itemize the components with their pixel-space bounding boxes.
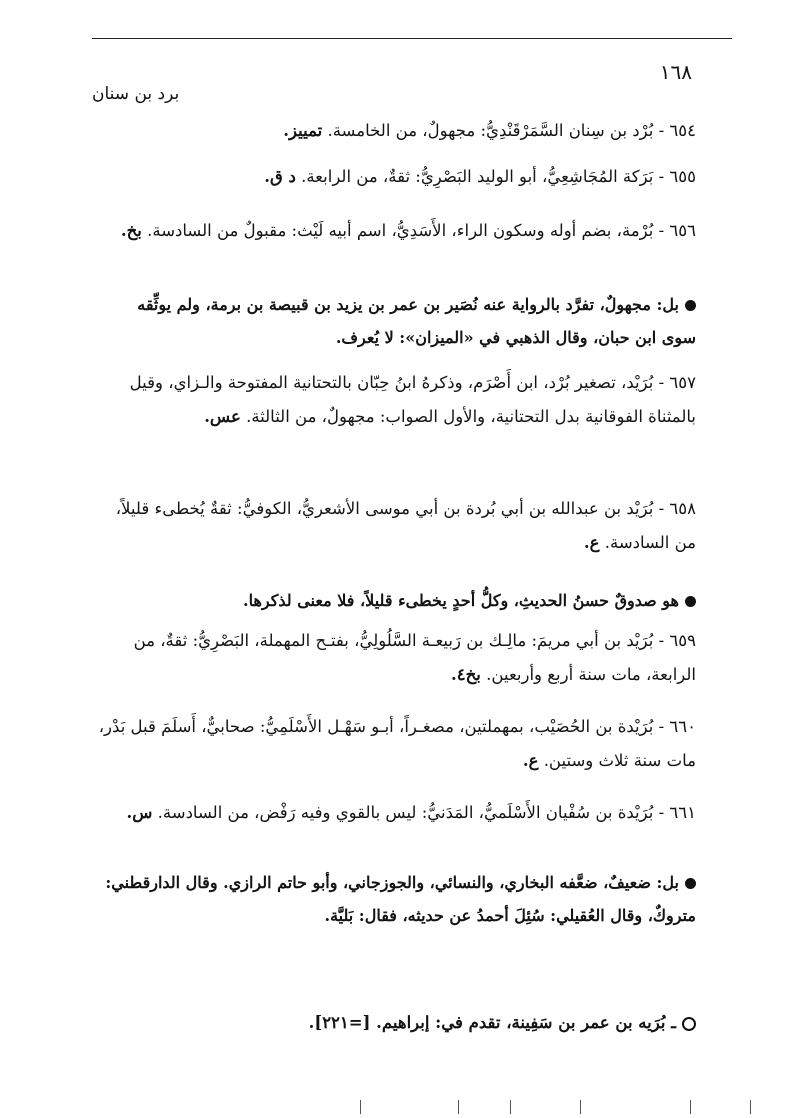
entry-text: ٦٦٠ - بُرَيْدة بن الحُصَيْب، بمهملتين، مصغـراً، أبـو سَهْـل الأَسْلَمِيُّ: صحابيٌّ، أَسلَمَ قبل بَدْر، مات سنة ثلاث وستين.: [98, 717, 696, 770]
entry-660: [98, 710, 696, 778]
entry-text: ٦٥٨ - بُرَيْد بن عبدالله بن أبي بُردة بن أبي موسى الأشعريُّ، الكوفيُّ: ثقةٌ يُخطىء قليلاً، من السادسة.: [115, 499, 696, 552]
entry-text: ٦٥٤ - بُرْد بن سِنان السَّمَرْقَنْدِيُّ: مجهولٌ، من الخامسة.: [327, 121, 696, 140]
scan-edge-marks: [360, 1100, 760, 1118]
page-header: [92, 60, 692, 110]
bullet-icon: [685, 878, 696, 889]
entry-text: ـ بُرَيه بن عمر بن سَفِينة، تقدم في: إبراهيم. [=٢٢١].: [308, 1013, 676, 1032]
entry-text: ٦٥٦ - بُرْمة، بضم أوله وسكون الراء، الأَسَدِيُّ، اسم أبيه لَيْث: مقبولٌ من السادسة.: [147, 221, 696, 240]
entry-tag: تمييز.: [283, 121, 323, 140]
entry-661: [98, 796, 696, 830]
bullet-icon: [685, 596, 696, 607]
entry-text: ٦٦١ - بُرَيْدة بن سُفْيان الأَسْلَميُّ، المَدَنيُّ: ليس بالقوي وفيه رَفْض، من السادسة.: [157, 803, 696, 822]
entry-658: [98, 492, 696, 560]
entry-tag: ع.: [583, 533, 600, 552]
entry-text: ٦٥٧ - بُرَيْد، تصغير بُرْد، ابن أَصْرَم، وذكرهُ ابنُ حِبّان بالتحتانية المفتوحة والـزاي، وقيل بالمثناة الفوقانية بدل التحتانية، والأول الصواب: مجهولٌ، من الثالثة.: [129, 373, 696, 426]
entry-text: ٦٥٩ - بُرَيْد بن أبي مريمَ: مالِـك بن رَبيعـة السَّلُولِيُّ، بفتـح المهملة، البَصْرِيُّ: ثقةٌ، من الرابعة، مات سنة أربع وأربعين.: [133, 631, 696, 684]
entry-655: [98, 160, 696, 194]
annotation-3: [98, 866, 696, 932]
entry-text: ٦٥٥ - بَرَكة المُجَاشِعِيُّ، أبو الوليد البَصْرِيُّ: ثقةٌ، من الرابعة.: [301, 167, 696, 186]
annotation-text: هو صدوقٌ حسنُ الحديثِ، وكلُّ أحدٍ يخطىء قليلاً، فلا معنى لذكرها.: [243, 591, 679, 610]
open-circle-icon: [682, 1017, 696, 1031]
entry-tag: عس.: [204, 407, 241, 426]
entry-tag: ع.: [522, 751, 539, 770]
entry-tag: س.: [126, 803, 153, 822]
entry-659: [98, 624, 696, 692]
annotation-2: [98, 584, 696, 617]
cross-reference-entry: [220, 1006, 696, 1040]
entry-654: [98, 114, 696, 148]
header-rule: [92, 38, 732, 39]
entry-tag: د ق.: [264, 167, 296, 186]
page-number: ١٦٨: [659, 60, 692, 84]
entry-656: [98, 214, 696, 248]
entry-tag: بخ٤.: [451, 665, 481, 684]
entry-tag: بخ.: [120, 221, 142, 240]
running-title: برد بن سنان: [92, 84, 180, 104]
annotation-1: [98, 288, 696, 354]
bullet-icon: [685, 300, 696, 311]
annotation-text: بل: مجهولٌ، تفرَّد بالرواية عنه نُصَير بن عمر بن يزيد بن قبيصة بن برمة، ولم يوثِّقه سوى ابن حبان، وقال الذهبي في «الميزان»: لا يُعرف.: [137, 295, 696, 347]
entry-657: [98, 366, 696, 434]
annotation-text: بل: ضعيفٌ، ضعَّفه البخاري، والنسائي، والجوزجاني، وأبو حاتم الرازي. وقال الدارقطني: متروكٌ، وقال العُقيلي: سُئِلَ أحمدُ عن حديثه، فقال: بَليَّة.: [105, 873, 696, 925]
